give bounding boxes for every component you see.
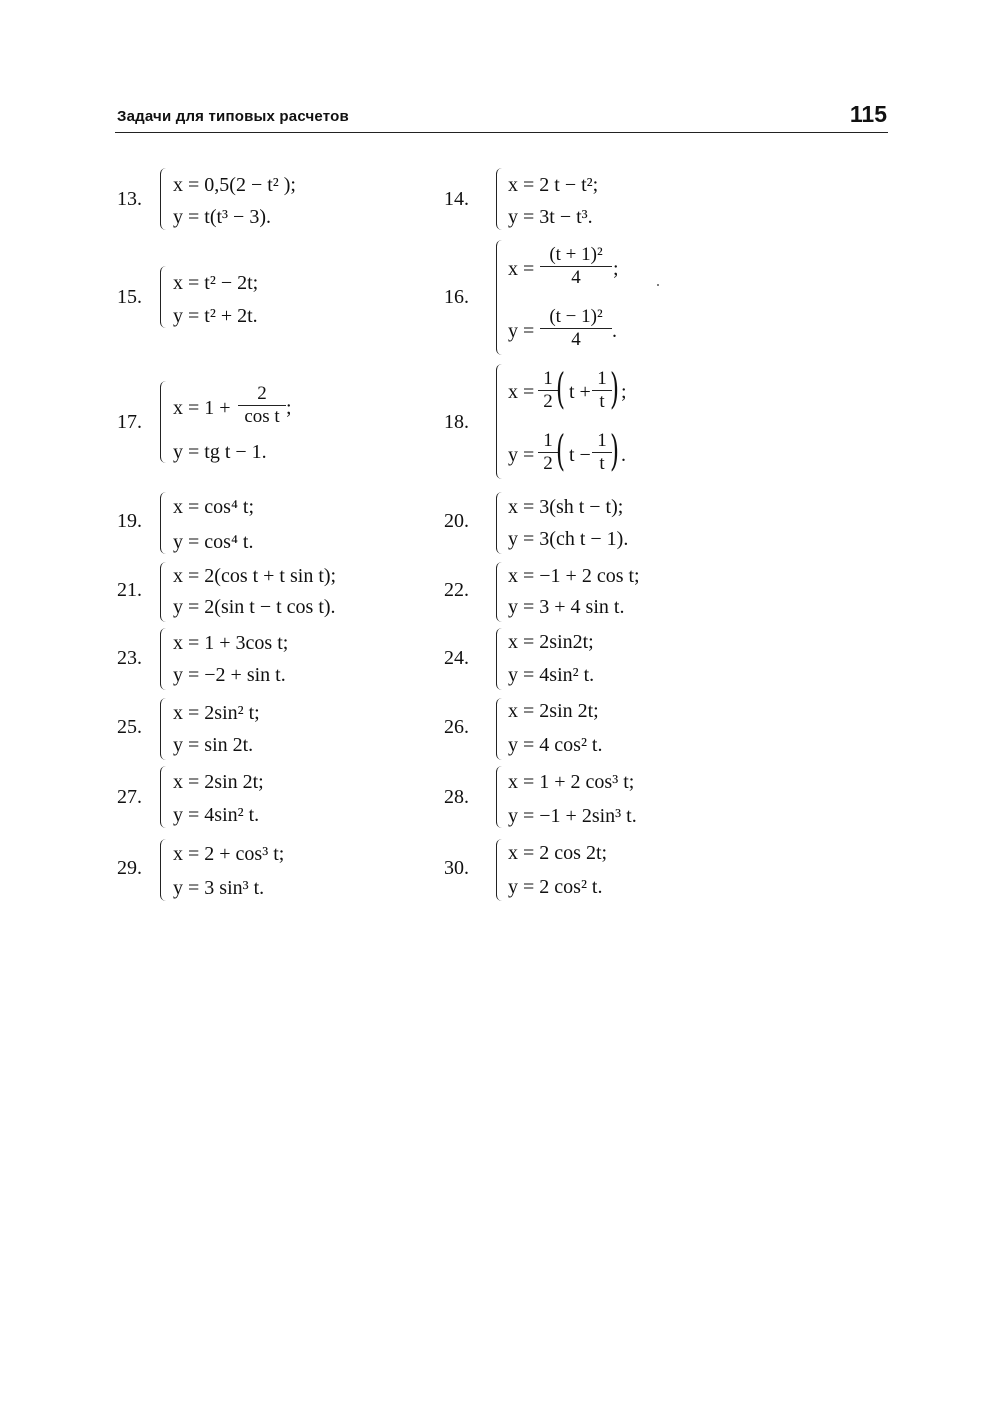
system-brace [496,168,505,230]
equation-x-lhs: x = [508,381,535,403]
system-brace [496,240,505,355]
equation-y: y = −2 + sin t. [173,664,286,686]
system-brace [160,492,169,554]
equation-x: x = 2(cos t + t sin t); [173,565,337,587]
equation-y: y = 2 cos² t. [508,876,603,898]
equation-x: x = −1 + 2 cos t; [508,565,640,587]
equation-y: y = 3(ch t − 1). [508,528,629,550]
problem-number: 13. [117,188,142,210]
equation-y-lhs: y = [508,320,535,342]
header-rule [115,132,888,133]
problem-number: 25. [117,716,142,738]
left-paren: ( [556,364,566,413]
system-brace [496,492,505,554]
system-brace [496,364,505,479]
system-brace [160,562,169,622]
equation-y-mid: t − [569,444,591,466]
equation-x-lhs: x = 1 + [173,397,231,419]
left-paren: ( [556,426,566,475]
equation-x: x = 2 + cos³ t; [173,843,285,865]
problem-number: 29. [117,857,142,879]
equation-x-end: ; [286,397,292,419]
equation-y-end: . [612,320,617,342]
equation-y: y = tg t − 1. [173,441,267,463]
equation-x-lhs: x = [508,258,535,280]
equation-y: y = −1 + 2sin³ t. [508,805,637,827]
equation-y: y = 3 sin³ t. [173,877,265,899]
problem-number: 15. [117,286,142,308]
fraction-numerator: 2 [238,384,286,406]
equation-x: x = 2sin 2t; [173,771,264,793]
fraction-denominator: t [599,453,605,474]
equation-y: y = 3 + 4 sin t. [508,596,625,618]
page-header-title: Задачи для типовых расчетов [117,108,349,125]
equation-x-mid: t + [569,381,591,403]
fraction [540,307,612,350]
system-brace [496,839,505,901]
system-brace [496,562,505,622]
system-brace [160,628,169,690]
equation-x: x = 0,5(2 − t² ); [173,174,296,196]
equation-y: y = 2(sin t − t cos t). [173,596,336,618]
fraction-numerator: (t − 1)² [540,307,612,329]
equation-y: y = 4sin² t. [508,664,595,686]
problem-number: 30. [444,857,469,879]
problem-number: 18. [444,411,469,433]
fraction [540,245,612,288]
fraction-numerator: 1 [538,431,558,453]
equation-x-end: ; [613,258,619,280]
equation-x: x = 2sin 2t; [508,700,599,722]
equation-y-lhs: y = [508,444,535,466]
problem-number: 17. [117,411,142,433]
problem-number: 21. [117,579,142,601]
system-brace [496,766,505,828]
problem-number: 20. [444,510,469,532]
fraction-numerator: 1 [592,431,612,453]
system-brace [160,698,169,760]
equation-x: x = 1 + 2 cos³ t; [508,771,635,793]
problem-number: 28. [444,786,469,808]
equation-x: x = 2sin² t; [173,702,260,724]
equation-x: x = 2 t − t²; [508,174,599,196]
equation-x: x = 1 + 3cos t; [173,632,289,654]
system-brace [496,628,505,690]
equation-y: y = 4 cos² t. [508,734,603,756]
problem-number: 14. [444,188,469,210]
fraction [238,384,286,427]
system-brace [160,168,169,230]
problem-number: 22. [444,579,469,601]
system-brace [160,381,169,463]
problem-number: 19. [117,510,142,532]
equation-x: x = 3(sh t − t); [508,496,624,518]
right-paren: ) [610,364,620,413]
equation-x: x = 2sin2t; [508,631,594,653]
fraction-numerator: (t + 1)² [540,245,612,267]
equation-y: y = 3t − t³. [508,206,593,228]
fraction-denominator: cos t [244,406,280,427]
system-brace [160,766,169,828]
fraction-denominator: t [599,391,605,412]
right-paren: ) [610,426,620,475]
equation-y: y = sin 2t. [173,734,254,756]
fraction-denominator: 4 [571,267,581,288]
problem-number: 16. [444,286,469,308]
problem-number: 26. [444,716,469,738]
system-brace [496,698,505,760]
equation-y-end: . [621,444,626,466]
equation-x-end: ; [621,381,627,403]
equation-x: x = t² − 2t; [173,272,259,294]
equation-y: y = 4sin² t. [173,804,260,826]
fraction-denominator: 2 [543,391,553,412]
equation-x: x = cos⁴ t; [173,496,255,518]
fraction [538,369,558,412]
system-brace [160,839,169,901]
equation-y: y = t² + 2t. [173,305,258,327]
equation-y: y = t(t³ − 3). [173,206,271,228]
system-brace [160,266,169,328]
equation-x: x = 2 cos 2t; [508,842,608,864]
problem-number: 23. [117,647,142,669]
fraction-denominator: 4 [571,329,581,350]
fraction-numerator: 1 [592,369,612,391]
fraction [538,431,558,474]
page-number: 115 [849,101,887,127]
problem-number: 27. [117,786,142,808]
fraction [592,369,612,412]
equation-y: y = cos⁴ t. [173,531,254,553]
stray-dot [657,284,659,286]
fraction [592,431,612,474]
problem-number: 24. [444,647,469,669]
fraction-denominator: 2 [543,453,553,474]
fraction-numerator: 1 [538,369,558,391]
